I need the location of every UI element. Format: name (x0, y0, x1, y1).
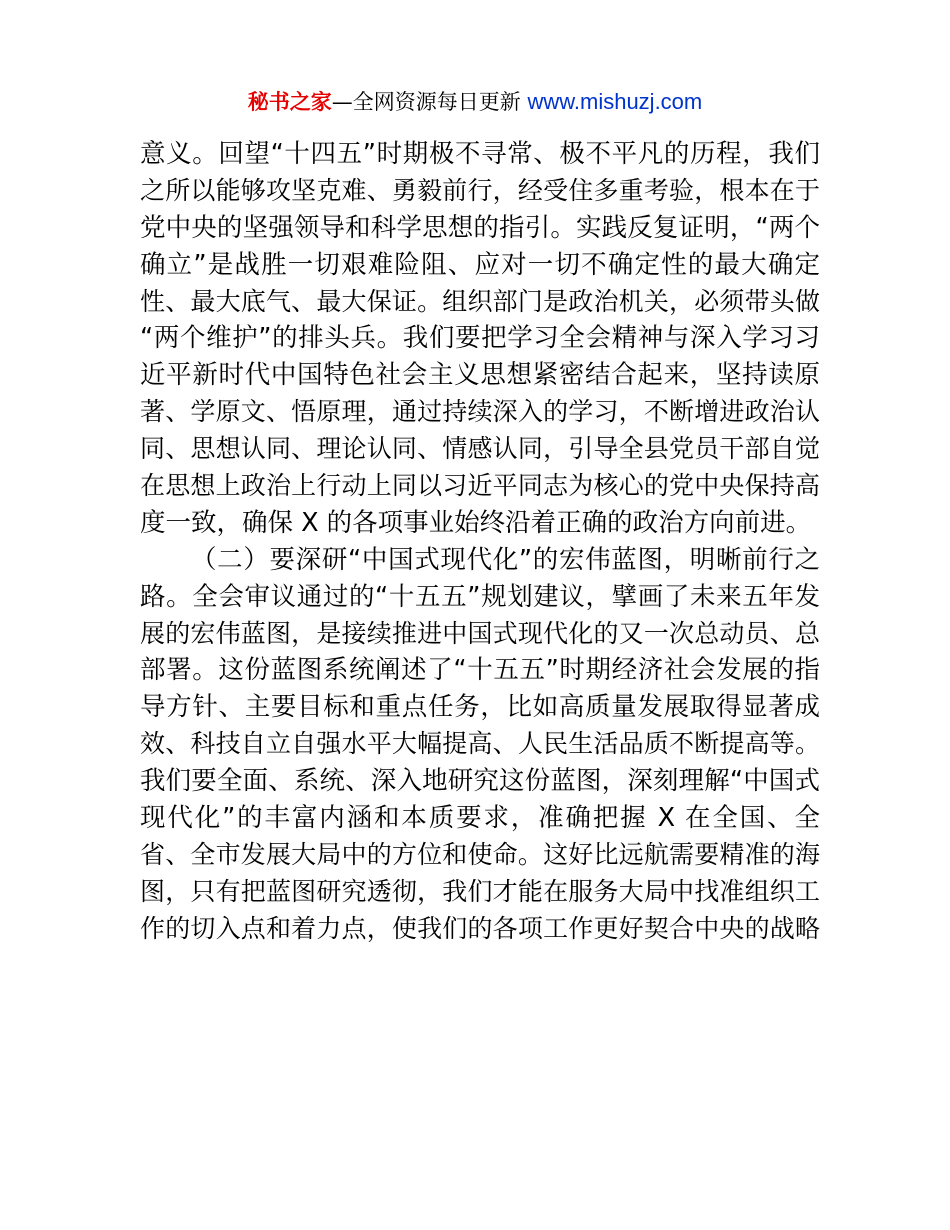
site-slogan: —全网资源每日更新 (331, 90, 528, 114)
text-line: 导方针、主要目标和重点任务，比如高质量发展取得显著成 (140, 692, 820, 723)
document-body (140, 136, 820, 948)
text-line: 图，只有把蓝图研究透彻，我们才能在服务大局中找准组织工 (140, 876, 820, 906)
text-line: 近平新时代中国特色社会主义思想紧密结合起来，坚持读原 (140, 360, 820, 391)
site-brand: 秘书之家 (247, 90, 332, 114)
text-line: 确立”是战胜一切艰难险阻、应对一切不确定性的最大确定 (140, 249, 820, 280)
site-url-link[interactable]: www.mishuzj.com (527, 89, 703, 114)
text-line: “两个维护”的排头兵。我们要把学习全会精神与深入学习习 (140, 323, 820, 354)
text-line: 度一致，确保 X 的各项事业始终沿着正确的政治方向前进。 (140, 507, 812, 538)
text-line: 在思想上政治上行动上同以习近平同志为核心的党中央保持高 (140, 471, 820, 501)
text-line: 省、全市发展大局中的方位和使命。这好比远航需要精准的海 (140, 839, 820, 869)
text-line: 现代化”的丰富内涵和本质要求，准确把握 X 在全国、全 (140, 803, 820, 834)
text-line: 著、学原文、悟原理，通过持续深入的学习，不断增进政治认 (140, 397, 820, 427)
text-line: 之所以能够攻坚克难、勇毅前行，经受住多重考验，根本在于 (140, 175, 820, 205)
text-line: 性、最大底气、最大保证。组织部门是政治机关，必须带头做 (140, 286, 820, 316)
text-line: 展的宏伟蓝图，是接续推进中国式现代化的又一次总动员、总 (140, 618, 820, 648)
text-line: 党中央的坚强领导和科学思想的指引。实践反复证明，“两个 (140, 212, 820, 243)
text-line: 意义。回望“十四五”时期极不寻常、极不平凡的历程，我们 (140, 139, 820, 169)
text-line: 效、科技自立自强水平大幅提高、人民生活品质不断提高等。 (140, 729, 820, 759)
text-line: 作的切入点和着力点，使我们的各项工作更好契合中央的战略 (140, 913, 820, 943)
site-header (0, 86, 950, 118)
text-line: 同、思想认同、理论认同、情感认同，引导全县党员干部自觉 (140, 434, 820, 464)
text-line: 部署。这份蓝图系统阐述了“十五五”时期经济社会发展的指 (140, 655, 820, 686)
paragraph-first-line: （二）要深研“中国式现代化”的宏伟蓝图，明晰前行之 (191, 544, 820, 575)
text-line: 我们要全面、系统、深入地研究这份蓝图，深刻理解“中国式 (140, 766, 820, 797)
text-line: 路。全会审议通过的“十五五”规划建议，擘画了未来五年发 (140, 581, 820, 612)
